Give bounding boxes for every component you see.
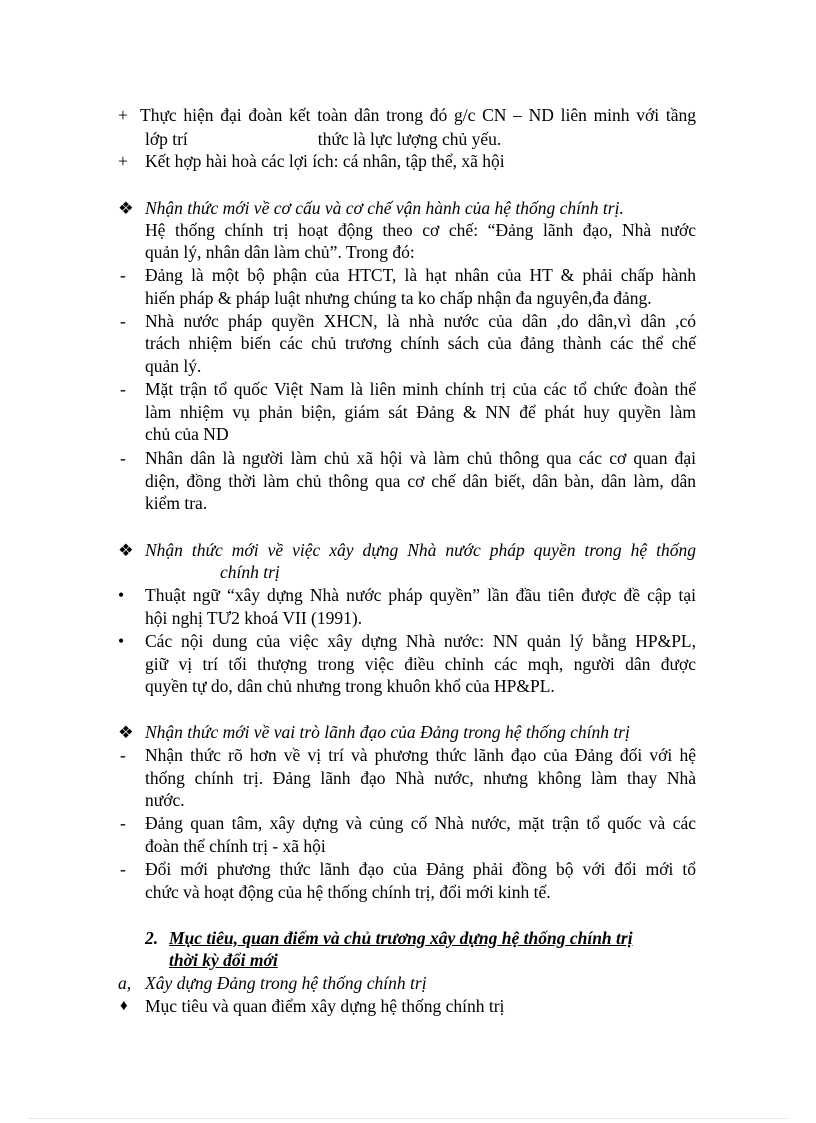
text-line: Thực hiện đại đoàn kết toàn dân trong đó g/c CN – ND liên minh với tầng	[140, 105, 696, 125]
diamond-bullet-icon: ❖	[118, 198, 134, 218]
text-line: Đảng quan tâm, xây dựng và củng cố Nhà nước, mặt trận tổ quốc và các	[145, 813, 696, 833]
subheading-label: a,	[118, 973, 132, 993]
diamond-bullet-icon: ❖	[118, 540, 134, 560]
text-line: Đảng là một bộ phận của HTCT, là hạt nhân của HT & phải chấp hành	[145, 265, 696, 285]
text-line: quản lý.	[145, 356, 202, 376]
text-line: Thuật ngữ “xây dựng Nhà nước pháp quyền” lần đầu tiên được đề cập tại	[145, 585, 696, 605]
text-line: Kết hợp hài hoà các lợi ích: cá nhân, tập thể, xã hội	[145, 151, 505, 171]
bullet-marker: •	[118, 631, 125, 651]
main-heading: Mục tiêu, quan điểm và chủ trương xây dựng hệ thống chính trị	[169, 928, 633, 948]
section-heading-continued: chính trị	[220, 562, 280, 582]
text-line: diện, đồng thời làm chủ thông qua cơ chế dân biết, dân bàn, dân làm, dân	[145, 471, 696, 491]
text-line: Các nội dung của việc xây dựng Nhà nước: NN quản lý bằng HP&PL,	[145, 631, 696, 651]
text-line: thống chính trị. Đảng lãnh đạo Nhà nước, nhưng không làm thay Nhà	[145, 768, 696, 788]
text-line: Đổi mới phương thức lãnh đạo của Đảng phải đồng bộ với đổi mới tổ	[145, 859, 696, 879]
text-line: Mục tiêu và quan điểm xây dựng hệ thống chính trị	[145, 996, 505, 1016]
bullet-marker: •	[118, 585, 125, 605]
text-line: chủ của ND	[145, 424, 229, 444]
dash-marker: -	[120, 265, 126, 285]
text-line: Nhận thức rõ hơn về vị trí và phương thức lãnh đạo của Đảng đối với hệ	[145, 745, 696, 765]
page-footer-divider	[28, 1118, 788, 1119]
text-line: quyền tự do, dân chủ nhưng trong khuôn khổ của HP&PL.	[145, 676, 555, 696]
section-heading: Nhận thức mới về cơ cấu và cơ chế vận hành của hệ thống chính trị.	[145, 198, 624, 218]
section-heading: Nhận thức mới về vai trò lãnh đạo của Đảng trong hệ thống chính trị	[145, 722, 630, 742]
text-line: giữ vị trí tối thượng trong việc điều chỉnh các mqh, người dân được	[145, 654, 696, 674]
dash-marker: -	[120, 448, 126, 468]
text-line: Mặt trận tổ quốc Việt Nam là liên minh chính trị của các tổ chức đoàn thể	[145, 379, 696, 399]
text-line: chức và hoạt động của hệ thống chính trị, đổi mới kinh tế.	[145, 882, 551, 902]
text-line: Nhà nước pháp quyền XHCN, là nhà nước của dân ,do dân,vì dân ,có	[145, 311, 696, 331]
main-heading-continued: thời kỳ đổi mới	[169, 950, 278, 970]
text-fragment: thức là lực lượng chủ yếu.	[317, 129, 502, 149]
text-line: hiến pháp & pháp luật nhưng chúng ta ko chấp nhận đa nguyên,đa đảng.	[145, 288, 652, 308]
dash-marker: -	[120, 813, 126, 833]
diamond-bullet-icon: ❖	[118, 722, 134, 742]
text-line: kiểm tra.	[145, 493, 208, 513]
dash-marker: -	[120, 745, 126, 765]
text-line: đoàn thể chính trị - xã hội	[145, 836, 326, 856]
dash-marker: -	[120, 859, 126, 879]
text-fragment: lớp trí	[145, 129, 188, 149]
text-line: Nhân dân là người làm chủ xã hội và làm chủ thông qua các cơ quan đại	[145, 448, 696, 468]
text-line: hội nghị TƯ2 khoá VII (1991).	[145, 608, 363, 628]
text-line: làm nhiệm vụ phản biện, giám sát Đảng & NN để phát huy quyền làm	[145, 402, 696, 422]
subheading: Xây dựng Đảng trong hệ thống chính trị	[145, 973, 427, 993]
heading-number: 2.	[145, 928, 159, 948]
dash-marker: -	[120, 379, 126, 399]
text-line: trách nhiệm biến các chủ trương chính sách của đảng thành các thể chế	[145, 333, 696, 353]
text-line: quản lý, nhân dân làm chủ”. Trong đó:	[145, 242, 415, 262]
diamond-solid-icon: ♦	[120, 998, 128, 1014]
text-line: nước.	[145, 790, 185, 810]
plus-marker: +	[118, 151, 128, 171]
text-line: Hệ thống chính trị hoạt động theo cơ chế: “Đảng lãnh đạo, Nhà nước	[145, 220, 696, 240]
text-line	[145, 128, 501, 150]
section-heading: Nhận thức mới về việc xây dựng Nhà nước pháp quyền trong hệ thống	[145, 540, 696, 560]
dash-marker: -	[120, 311, 126, 331]
plus-marker: +	[118, 105, 128, 125]
